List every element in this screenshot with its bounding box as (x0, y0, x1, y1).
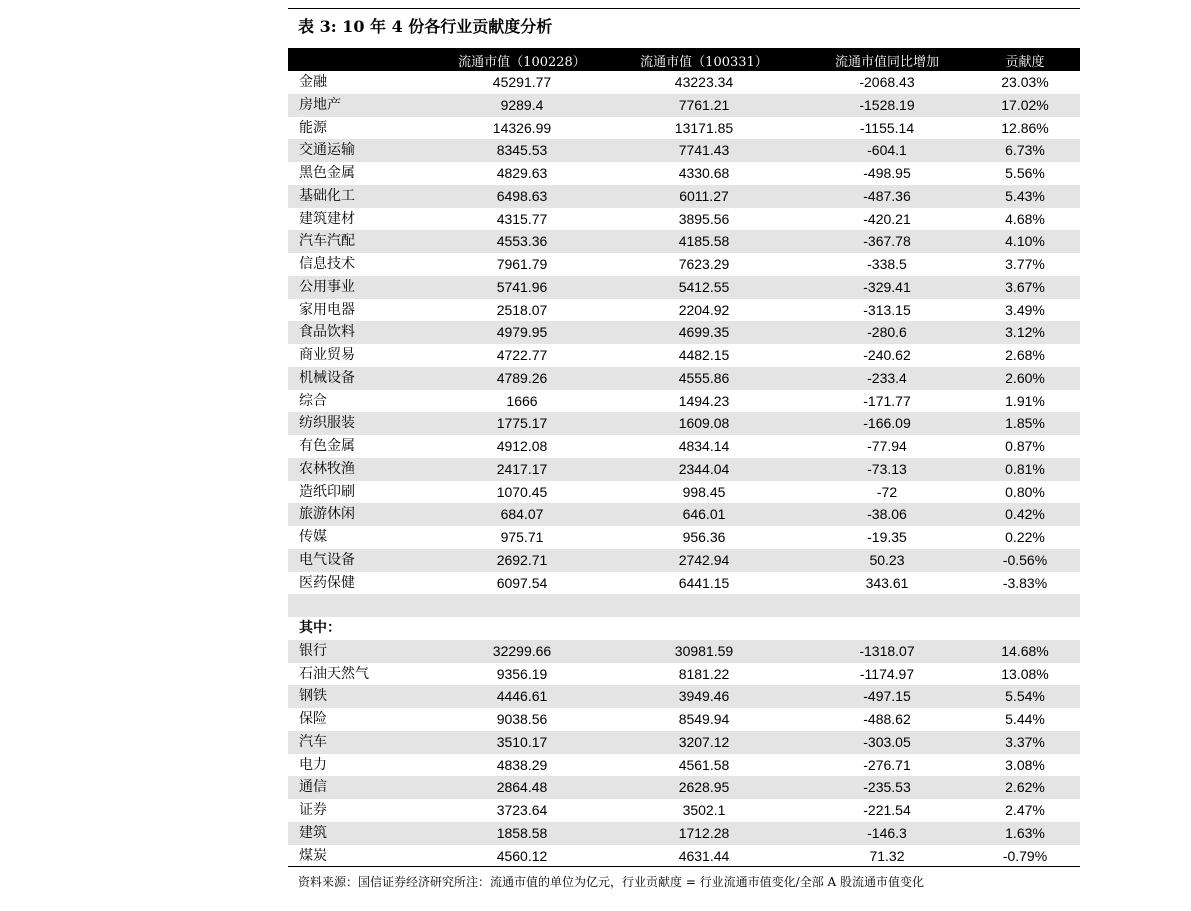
market-value-100331-cell: 1712.28 (678, 824, 730, 841)
contribution-cell: 0.87% (1005, 438, 1045, 454)
contribution-cell: 1.91% (1005, 392, 1045, 409)
market-value-100228-cell: 975.71 (500, 529, 544, 545)
industry-cell: 电力 (299, 756, 327, 773)
contribution-cell: 6.73% (1005, 142, 1045, 159)
industry-cell: 煤炭 (299, 847, 327, 864)
market-value-100331-cell: 13171.85 (674, 119, 734, 136)
contribution-cell: 4.10% (1005, 233, 1045, 250)
market-value-100331-cell: 30981.59 (674, 642, 734, 659)
header-col-yoy-increase: 流通市值同比增加 (834, 55, 939, 70)
header-col-market-value-100331: 流通市值（100331） (640, 55, 768, 70)
market-value-100331-cell: 2204.92 (678, 301, 730, 318)
contribution-cell: 2.47% (1005, 802, 1045, 818)
yoy-increase-cell: -2068.43 (859, 74, 915, 90)
market-value-100228-cell: 4829.63 (496, 165, 548, 181)
market-value-100331-cell: 5412.55 (678, 278, 730, 295)
industry-cell: 食品饮料 (299, 324, 355, 341)
table-row (288, 344, 1080, 367)
market-value-100228-cell: 4553.36 (496, 233, 548, 250)
table-body (288, 71, 1080, 867)
contribution-cell: 5.56% (1005, 165, 1045, 181)
yoy-increase-cell: -166.09 (863, 415, 911, 432)
market-value-100331-cell: 2344.04 (678, 460, 730, 477)
contribution-cell: 3.49% (1005, 301, 1045, 318)
industry-cell: 建筑建材 (299, 210, 355, 227)
market-value-100228-cell: 7961.79 (496, 256, 548, 272)
market-value-100228-cell: 45291.77 (492, 74, 552, 90)
market-value-100331-cell: 3207.12 (678, 733, 730, 750)
contribution-cell: 23.03% (1001, 74, 1049, 90)
yoy-increase-cell: -498.95 (863, 165, 911, 181)
market-value-100228-cell: 9289.4 (500, 96, 544, 113)
market-value-100228-cell: 4979.95 (496, 324, 548, 341)
industry-cell: 造纸印刷 (299, 483, 355, 500)
yoy-increase-cell: 71.32 (869, 847, 905, 864)
header-col-contribution: 贡献度 (1005, 55, 1045, 70)
yoy-increase-cell: -235.53 (863, 779, 911, 796)
table-row (288, 685, 1080, 708)
industry-cell: 汽车汽配 (299, 233, 355, 250)
industry-cell: 有色金属 (299, 438, 355, 454)
market-value-100331-cell: 4631.44 (678, 847, 730, 864)
contribution-cell: 5.43% (1005, 187, 1045, 204)
industry-cell: 基础化工 (299, 187, 355, 204)
yoy-increase-cell: -72 (876, 483, 898, 500)
market-value-100331-cell: 3502.1 (682, 802, 726, 818)
market-value-100228-cell: 9038.56 (496, 711, 548, 727)
yoy-increase-cell: -497.15 (863, 688, 911, 705)
yoy-increase-cell: -1174.97 (859, 665, 915, 682)
contribution-cell: 3.08% (1005, 756, 1045, 773)
yoy-increase-cell: 50.23 (869, 551, 905, 568)
industry-cell: 农林牧渔 (299, 460, 355, 477)
contribution-cell: 5.54% (1005, 688, 1045, 705)
industry-cell: 公用事业 (299, 278, 355, 295)
market-value-100228-cell: 4315.77 (496, 210, 548, 227)
table-row (288, 799, 1080, 822)
table-row (288, 253, 1080, 276)
table-row (288, 321, 1080, 344)
yoy-increase-cell: 343.61 (865, 574, 909, 591)
yoy-increase-cell: -19.35 (867, 529, 907, 545)
market-value-100228-cell: 9356.19 (496, 665, 548, 682)
market-value-100331-cell: 4330.68 (678, 165, 730, 181)
market-value-100228-cell: 5741.96 (496, 278, 548, 295)
section-heading-row (288, 617, 1080, 640)
contribution-cell: -0.79% (1002, 847, 1048, 864)
contribution-cell: 5.44% (1005, 711, 1045, 727)
industry-cell: 建筑 (299, 824, 327, 841)
market-value-100331-cell: 4482.15 (678, 347, 730, 363)
market-value-100331-cell: 998.45 (682, 483, 726, 500)
market-value-100228-cell: 1858.58 (496, 824, 548, 841)
table-row (288, 663, 1080, 686)
industry-cell: 旅游休闲 (299, 506, 355, 523)
yoy-increase-cell: -276.71 (863, 756, 911, 773)
contribution-cell: -0.56% (1002, 551, 1048, 568)
market-value-100331-cell: 3949.46 (678, 688, 730, 705)
yoy-increase-cell: -488.62 (863, 711, 911, 727)
industry-cell: 传媒 (299, 529, 327, 545)
market-value-100331-cell: 7761.21 (678, 96, 730, 113)
industry-cell: 能源 (299, 119, 327, 136)
yoy-increase-cell: -171.77 (863, 392, 911, 409)
market-value-100331-cell: 4699.35 (678, 324, 730, 341)
table-row (288, 640, 1080, 663)
yoy-increase-cell: -280.6 (867, 324, 907, 341)
market-value-100228-cell: 4789.26 (496, 369, 548, 386)
contribution-cell: 2.62% (1005, 779, 1045, 796)
industry-cell: 综合 (299, 392, 327, 409)
market-value-100331-cell: 43223.34 (674, 74, 734, 90)
table-row (288, 572, 1080, 595)
table-row (288, 71, 1080, 94)
market-value-100228-cell: 6097.54 (496, 574, 548, 591)
yoy-increase-cell: -303.05 (863, 733, 911, 750)
yoy-increase-cell: -420.21 (863, 210, 911, 227)
yoy-increase-cell: -146.3 (867, 824, 907, 841)
table-row (288, 230, 1080, 253)
industry-cell: 电气设备 (299, 551, 355, 568)
market-value-100228-cell: 14326.99 (492, 119, 552, 136)
market-value-100228-cell: 3723.64 (496, 802, 548, 818)
table-row (288, 162, 1080, 185)
market-value-100331-cell: 4834.14 (678, 438, 730, 454)
contribution-cell: 1.63% (1005, 824, 1045, 841)
market-value-100331-cell: 646.01 (682, 506, 726, 523)
industry-cell: 医药保健 (299, 574, 355, 591)
market-value-100331-cell: 7623.29 (678, 256, 730, 272)
table-row (288, 845, 1080, 868)
market-value-100331-cell: 4555.86 (678, 369, 730, 386)
table-row (288, 276, 1080, 299)
table-row (288, 435, 1080, 458)
industry-cell: 石油天然气 (299, 665, 369, 682)
market-value-100331-cell: 2628.95 (678, 779, 730, 796)
market-value-100228-cell: 2417.17 (496, 460, 548, 477)
industry-cell: 其中： (299, 620, 341, 636)
industry-cell: 信息技术 (299, 256, 355, 272)
table-row (288, 139, 1080, 162)
contribution-cell: 2.68% (1005, 347, 1045, 363)
table-row (288, 754, 1080, 777)
industry-cell: 金融 (299, 74, 327, 90)
yoy-increase-cell: -1155.14 (859, 119, 915, 136)
bottom-rule (288, 866, 1080, 867)
market-value-100228-cell: 3510.17 (496, 733, 548, 750)
table-row (288, 594, 1080, 617)
yoy-increase-cell: -240.62 (863, 347, 911, 363)
table-row (288, 117, 1080, 140)
contribution-cell: 0.81% (1005, 460, 1045, 477)
contribution-cell: 12.86% (1001, 119, 1049, 136)
market-value-100228-cell: 2864.48 (496, 779, 548, 796)
market-value-100228-cell: 1666 (506, 392, 538, 409)
contribution-cell: 3.12% (1005, 324, 1045, 341)
contribution-cell: 1.85% (1005, 415, 1045, 432)
industry-cell: 通信 (299, 779, 327, 796)
table-row (288, 412, 1080, 435)
yoy-increase-cell: -338.5 (867, 256, 907, 272)
yoy-increase-cell: -329.41 (863, 278, 911, 295)
market-value-100331-cell: 4185.58 (678, 233, 730, 250)
market-value-100228-cell: 1775.17 (496, 415, 548, 432)
table-row (288, 208, 1080, 231)
market-value-100228-cell: 32299.66 (492, 642, 552, 659)
table-row (288, 390, 1080, 413)
contribution-cell: 3.67% (1005, 278, 1045, 295)
yoy-increase-cell: -1528.19 (859, 96, 915, 113)
market-value-100228-cell: 684.07 (500, 506, 544, 523)
market-value-100228-cell: 8345.53 (496, 142, 548, 159)
market-value-100331-cell: 6011.27 (679, 187, 729, 204)
contribution-cell: 0.42% (1005, 506, 1045, 523)
industry-cell: 机械设备 (299, 369, 355, 386)
contribution-cell: 0.80% (1005, 483, 1045, 500)
market-value-100228-cell: 1070.45 (496, 483, 548, 500)
contribution-cell: 17.02% (1001, 96, 1049, 113)
industry-cell: 家用电器 (299, 301, 355, 318)
table-row (288, 458, 1080, 481)
yoy-increase-cell: -221.54 (863, 802, 911, 818)
table-row (288, 367, 1080, 390)
contribution-cell: 14.68% (1001, 642, 1049, 659)
contribution-cell: 4.68% (1005, 210, 1045, 227)
source-note: 资料来源：国信证券经济研究所注：流通市值的单位为亿元，行业贡献度 = 行业流通市值变化/全部 A 股流通市值变化 (298, 875, 925, 889)
market-value-100331-cell: 3895.56 (678, 210, 730, 227)
industry-cell: 商业贸易 (299, 347, 355, 363)
market-value-100331-cell: 1609.08 (678, 415, 730, 432)
industry-cell: 黑色金属 (299, 165, 355, 181)
header-col-market-value-100228: 流通市值（100228） (458, 55, 586, 70)
yoy-increase-cell: -487.36 (863, 187, 911, 204)
table-row (288, 526, 1080, 549)
table-row (288, 708, 1080, 731)
market-value-100228-cell: 4560.12 (496, 847, 548, 864)
contribution-cell: 0.22% (1005, 529, 1045, 545)
contribution-cell: 13.08% (1001, 665, 1049, 682)
industry-cell: 纺织服装 (299, 415, 355, 432)
yoy-increase-cell: -313.15 (863, 301, 911, 318)
market-value-100331-cell: 7741.43 (678, 142, 730, 159)
market-value-100331-cell: 8549.94 (678, 711, 730, 727)
market-value-100228-cell: 2692.71 (496, 551, 548, 568)
market-value-100228-cell: 4446.61 (496, 688, 548, 705)
table-row (288, 94, 1080, 117)
industry-cell: 保险 (299, 711, 327, 727)
market-value-100331-cell: 1494.23 (678, 392, 730, 409)
table-row (288, 822, 1080, 845)
industry-cell: 证券 (299, 802, 327, 818)
market-value-100228-cell: 6498.63 (496, 187, 548, 204)
market-value-100228-cell: 2518.07 (496, 301, 548, 318)
industry-cell: 汽车 (299, 733, 327, 750)
industry-cell: 钢铁 (299, 688, 327, 705)
yoy-increase-cell: -367.78 (863, 233, 911, 250)
table-row (288, 299, 1080, 322)
yoy-increase-cell: -73.13 (867, 460, 907, 477)
industry-cell: 银行 (299, 642, 327, 659)
yoy-increase-cell: -38.06 (867, 506, 907, 523)
contribution-cell: 3.77% (1005, 256, 1045, 272)
contribution-cell: 2.60% (1005, 369, 1045, 386)
table-header (288, 48, 1080, 71)
yoy-increase-cell: -604.1 (867, 142, 907, 159)
table-row (288, 185, 1080, 208)
table-title: 表 3: 10 年 4 份各行业贡献度分析 (298, 17, 553, 36)
industry-cell: 房地产 (299, 96, 341, 113)
market-value-100331-cell: 8181.22 (678, 665, 730, 682)
yoy-increase-cell: -77.94 (867, 438, 907, 454)
market-value-100228-cell: 4912.08 (496, 438, 548, 454)
market-value-100331-cell: 2742.94 (678, 551, 730, 568)
table-row (288, 731, 1080, 754)
top-rule (288, 8, 1080, 9)
table-row (288, 776, 1080, 799)
yoy-increase-cell: -233.4 (867, 369, 907, 386)
market-value-100331-cell: 956.36 (682, 529, 726, 545)
market-value-100228-cell: 4722.77 (496, 347, 548, 363)
industry-cell: 交通运输 (299, 142, 355, 159)
contribution-cell: -3.83% (1002, 574, 1048, 591)
market-value-100228-cell: 4838.29 (496, 756, 548, 773)
yoy-increase-cell: -1318.07 (859, 642, 915, 659)
market-value-100331-cell: 4561.58 (678, 756, 730, 773)
contribution-cell: 3.37% (1005, 733, 1045, 750)
table-row (288, 503, 1080, 526)
table-row (288, 481, 1080, 504)
table-row (288, 549, 1080, 572)
market-value-100331-cell: 6441.15 (678, 574, 730, 591)
